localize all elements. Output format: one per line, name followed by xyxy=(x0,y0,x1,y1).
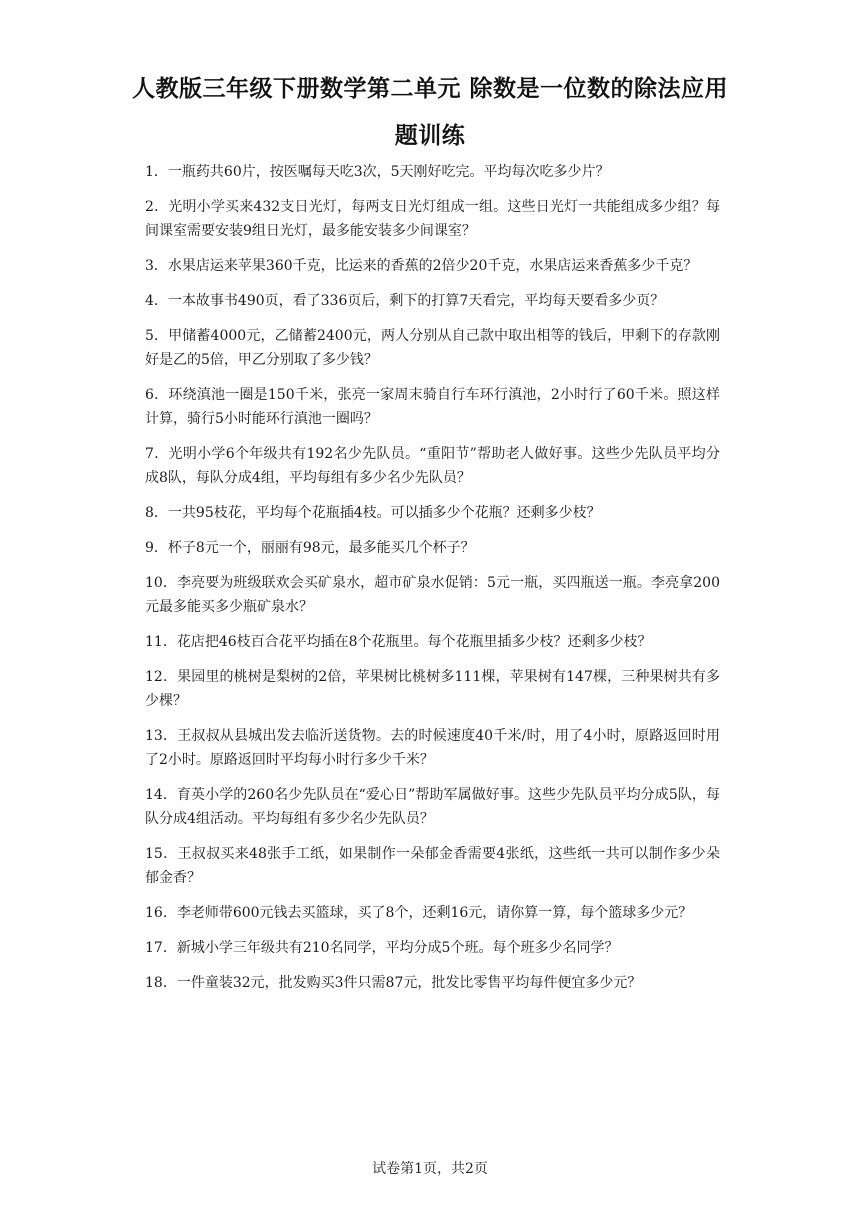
question-2: 2．光明小学买来432支日光灯，每两支日光灯组成一组。这些日光灯一共能组成多少组？每间课室需要安装9组日光灯，最多能安装多少间课室？ xyxy=(145,199,720,239)
document-title-line-1: 人教版三年级下册数学第二单元 除数是一位数的除法应用 xyxy=(131,76,728,102)
question-4: 4．一本故事书490页，看了336页后，剩下的打算7天看完，平均每天要看多少页？ xyxy=(145,293,665,309)
question-17: 17．新城小学三年级共有210名同学，平均分成5个班。每个班多少名同学？ xyxy=(145,940,619,956)
question-18: 18．一件童装32元，批发购买3件只需87元，批发比零售平均每件便宜多少元？ xyxy=(145,975,642,991)
question-10: 10．李亮要为班级联欢会买矿泉水，超市矿泉水促销：5元一瓶，买四瓶送一瓶。李亮拿200元最多能买多少瓶矿泉水？ xyxy=(145,575,720,615)
question-7: 7．光明小学6个年级共有192名少先队员。“重阳节”帮助老人做好事。这些少先队员平均分成8队，每队分成4组，平均每组有多少名少先队员？ xyxy=(145,446,720,486)
document-title-line-2: 题训练 xyxy=(394,123,466,149)
question-16: 16．李老师带600元钱去买篮球，买了8个，还剩16元，请你算一算，每个篮球多少元？ xyxy=(145,905,693,921)
question-1: 1．一瓶药共60片，按医嘱每天吃3次，5天刚好吃完。平均每次吃多少片？ xyxy=(145,164,610,180)
question-8: 8．一共95枝花，平均每个花瓶插4枝。可以插多少个花瓶？还剩多少枝？ xyxy=(145,505,601,521)
question-3: 3．水果店运来苹果360千克，比运来的香蕉的2倍少20千克，水果店运来香蕉多少千克？ xyxy=(145,258,698,274)
question-15: 15．王叔叔买来48张手工纸，如果制作一朵郁金香需要4张纸，这些纸一共可以制作多少朵郁金香？ xyxy=(145,846,720,886)
question-11: 11．花店把46枝百合花平均插在8个花瓶里。每个花瓶里插多少枝？还剩多少枝？ xyxy=(145,634,652,650)
question-9: 9．杯子8元一个，丽丽有98元，最多能买几个杯子？ xyxy=(145,540,475,556)
question-13: 13．王叔叔从县城出发去临沂送货物。去的时候速度40千米/时，用了4小时，原路返回时用了2小时。原路返回时平均每小时行多少千米？ xyxy=(145,728,720,768)
page-footer: 试卷第1页，共2页 xyxy=(372,1161,488,1177)
question-list xyxy=(145,160,720,1006)
question-12: 12．果园里的桃树是梨树的2倍，苹果树比桃树多111棵，苹果树有147棵，三种果树共有多少棵？ xyxy=(145,669,720,709)
question-5: 5．甲储蓄4000元，乙储蓄2400元，两人分别从自己款中取出相等的钱后，甲剩下的存款刚好是乙的5倍，甲乙分别取了多少钱？ xyxy=(145,328,720,368)
question-14: 14．育英小学的260名少先队员在“爱心日”帮助军属做好事。这些少先队员平均分成5队，每队分成4组活动。平均每组有多少名少先队员？ xyxy=(145,787,720,827)
question-6: 6．环绕滇池一圈是150千米，张亮一家周末骑自行车环行滇池，2小时行了60千米。照这样计算，骑行5小时能环行滇池一圈吗？ xyxy=(145,387,720,427)
